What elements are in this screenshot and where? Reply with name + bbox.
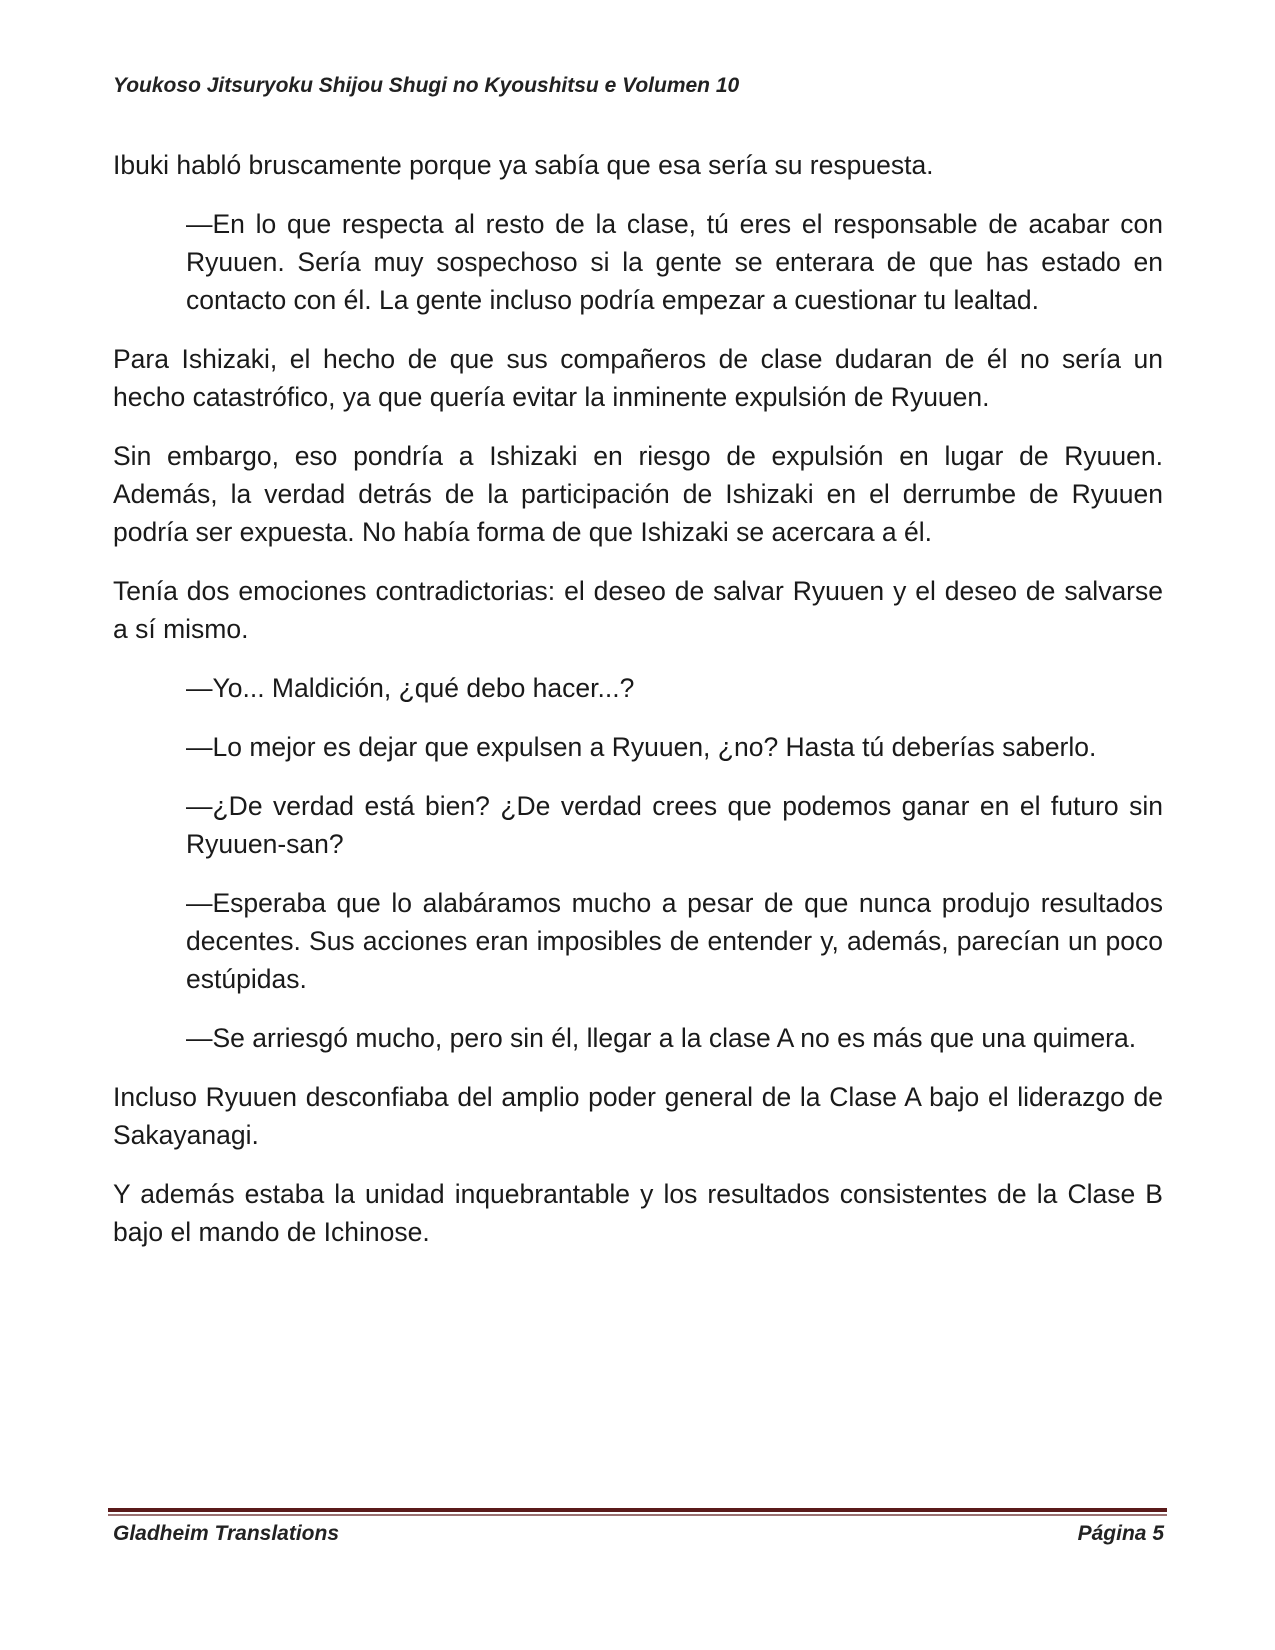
paragraph-dialogue: —Lo mejor es dejar que expulsen a Ryuuen, ¿no? Hasta tú deberías saberlo.: [186, 732, 1097, 762]
paragraph-narration: Incluso Ryuuen desconfiaba del amplio poder general de la Clase A bajo el liderazgo de Sakayanagi.: [113, 1082, 1163, 1150]
footer-translator-credit: Gladheim Translations: [113, 1522, 340, 1545]
paragraph-dialogue: —En lo que respecta al resto de la clase, tú eres el responsable de acabar con Ryuuen. Sería muy sospechoso si la gente se enterara de que has estado en contacto con él. La gente incluso podría empezar a cuestionar tu lealtad.: [186, 209, 1163, 315]
footer-divider-thin-line: [108, 1514, 1167, 1516]
paragraph-dialogue: —Se arriesgó mucho, pero sin él, llegar a la clase A no es más que una quimera.: [186, 1023, 1137, 1053]
paragraph-narration: Tenía dos emociones contradictorias: el deseo de salvar Ryuuen y el deseo de salvarse a sí mismo.: [113, 576, 1163, 644]
footer-divider: [108, 1508, 1167, 1516]
paragraph-narration: Para Ishizaki, el hecho de que sus compañeros de clase dudaran de él no sería un hecho catastrófico, ya que quería evitar la inminente expulsión de Ryuuen.: [113, 344, 1163, 412]
paragraph-dialogue: —Yo... Maldición, ¿qué debo hacer...?: [186, 673, 635, 703]
paragraph-narration: Sin embargo, eso pondría a Ishizaki en riesgo de expulsión en lugar de Ryuuen. Además, la verdad detrás de la participación de Ishizaki en el derrumbe de Ryuuen podría ser expuesta. No había forma de que Ishizaki se acercara a él.: [113, 441, 1163, 547]
page-body: [113, 146, 1163, 1272]
running-header-title: Youkoso Jitsuryoku Shijou Shugi no Kyoushitsu e Volumen 10: [113, 74, 740, 97]
paragraph-narration: Ibuki habló bruscamente porque ya sabía que esa sería su respuesta.: [113, 150, 934, 180]
footer-page-number: Página 5: [1077, 1522, 1164, 1545]
paragraph-dialogue: —¿De verdad está bien? ¿De verdad crees que podemos ganar en el futuro sin Ryuuen-san?: [186, 791, 1163, 859]
paragraph-narration: Y además estaba la unidad inquebrantable y los resultados consistentes de la Clase B bajo el mando de Ichinose.: [113, 1179, 1163, 1247]
paragraph-dialogue: —Esperaba que lo alabáramos mucho a pesar de que nunca produjo resultados decentes. Sus acciones eran imposibles de entender y, además, parecían un poco estúpidas.: [186, 888, 1163, 994]
